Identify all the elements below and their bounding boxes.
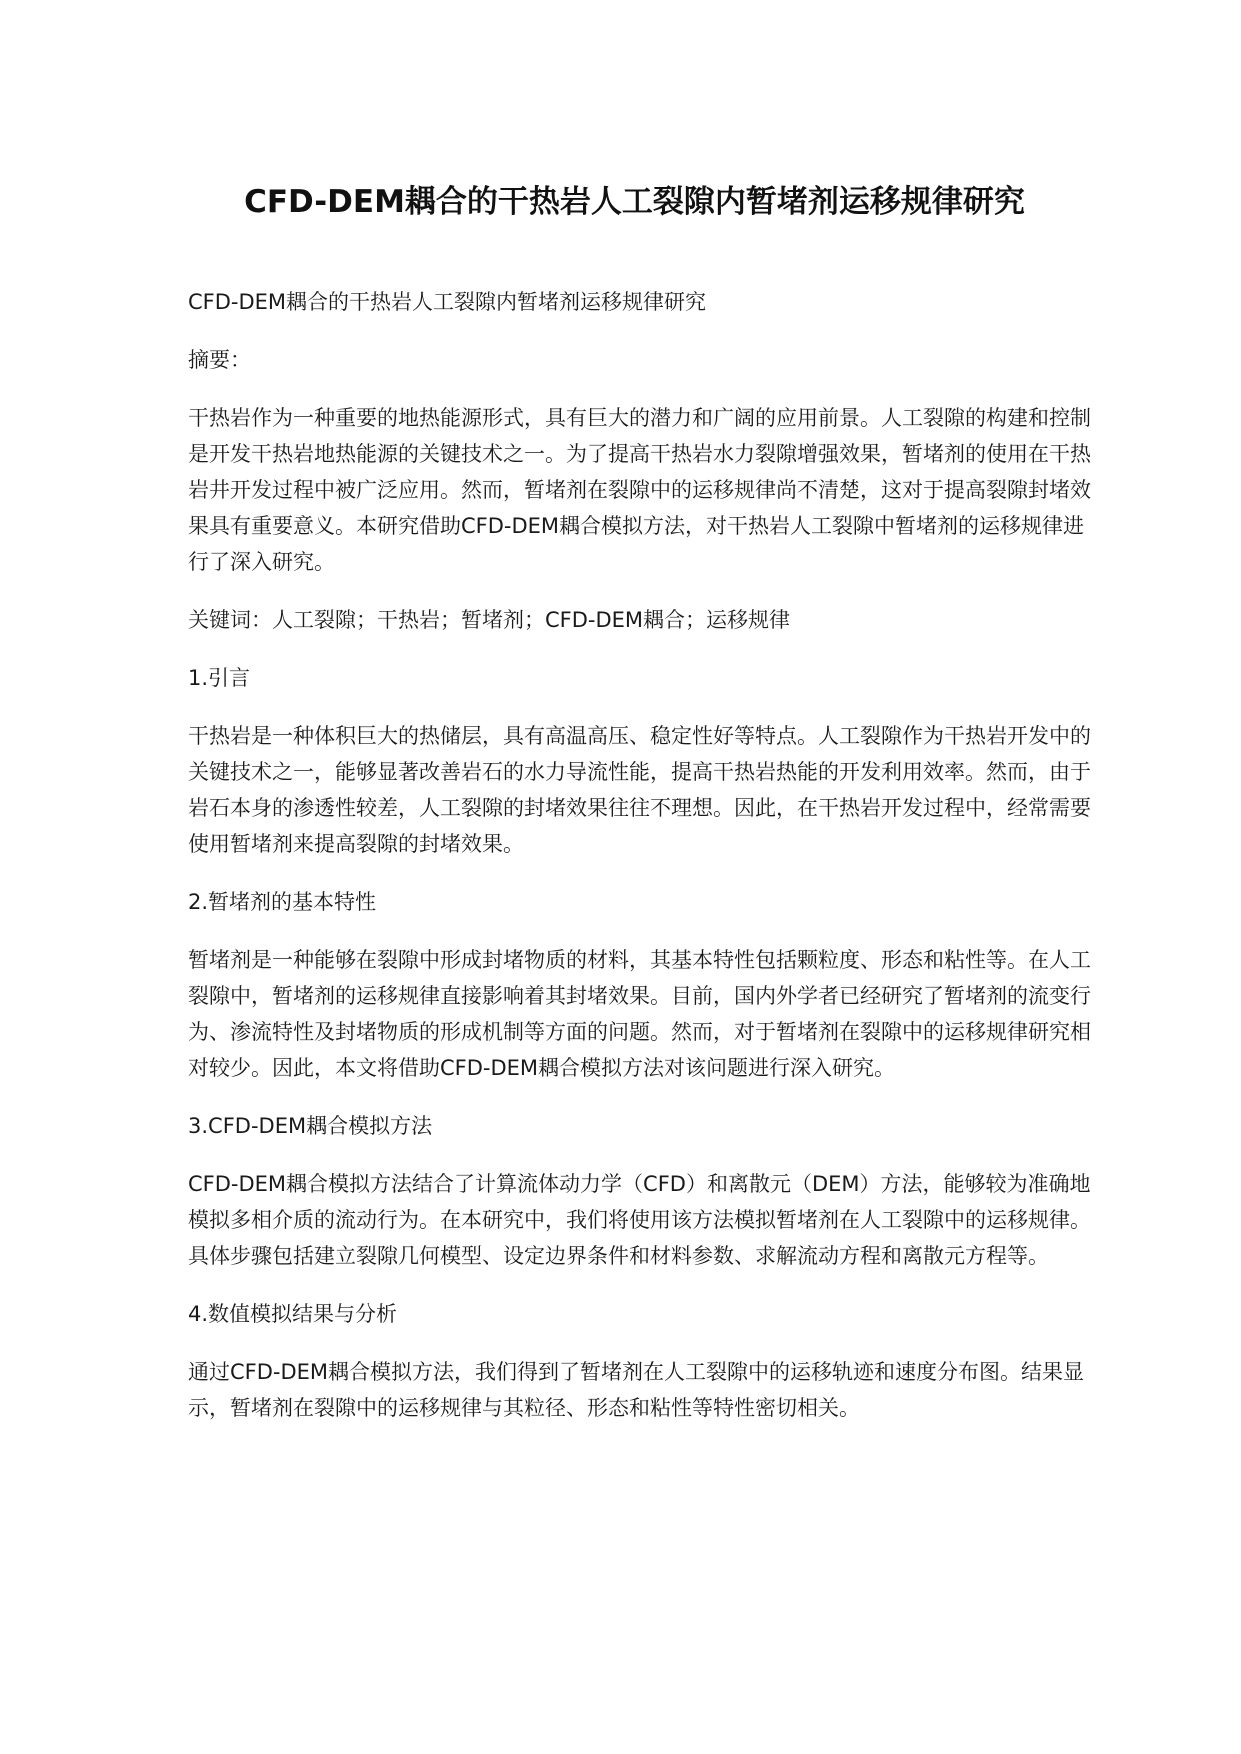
document-subtitle: CFD-DEM耦合的干热岩人工裂隙内暂堵剂运移规律研究 bbox=[188, 290, 707, 314]
section-heading-agent-properties: 2.暂堵剂的基本特性 bbox=[188, 890, 377, 914]
section-heading-introduction: 1.引言 bbox=[188, 666, 251, 690]
section-text-agent-properties: 暂堵剂是一种能够在裂隙中形成封堵物质的材料，其基本特性包括颗粒度、形态和粘性等。在人工裂隙中，暂堵剂的运移规律直接影响着其封堵效果。目前，国内外学者已经研究了暂堵剂的流变行为、渗流特性及封堵物质的形成机制等方面的问题。然而，对于暂堵剂在裂隙中的运移规律研究相对较少。因此，本文将借助CFD-DEM耦合模拟方法对该问题进行深入研究。 bbox=[188, 948, 1091, 1080]
section-text-method: CFD-DEM耦合模拟方法结合了计算流体动力学（CFD）和离散元（DEM）方法，能够较为准确地模拟多相介质的流动行为。在本研究中，我们将使用该方法模拟暂堵剂在人工裂隙中的运移规律。具体步骤包括建立裂隙几何模型、设定边界条件和材料参数、求解流动方程和离散元方程等。 bbox=[188, 1172, 1091, 1268]
document-title: CFD-DEM耦合的干热岩人工裂隙内暂堵剂运移规律研究 bbox=[244, 184, 1025, 220]
section-text-results: 通过CFD-DEM耦合模拟方法，我们得到了暂堵剂在人工裂隙中的运移轨迹和速度分布图。结果显示，暂堵剂在裂隙中的运移规律与其粒径、形态和粘性等特性密切相关。 bbox=[188, 1360, 1085, 1420]
abstract-label: 摘要： bbox=[188, 348, 251, 372]
section-text-introduction: 干热岩是一种体积巨大的热储层，具有高温高压、稳定性好等特点。人工裂隙作为干热岩开发中的关键技术之一，能够显著改善岩石的水力导流性能，提高干热岩热能的开发利用效率。然而，由于岩石本身的渗透性较差，人工裂隙的封堵效果往往不理想。因此，在干热岩开发过程中，经常需要使用暂堵剂来提高裂隙的封堵效果。 bbox=[188, 724, 1091, 856]
abstract-text: 干热岩作为一种重要的地热能源形式，具有巨大的潜力和广阔的应用前景。人工裂隙的构建和控制是开发干热岩地热能源的关键技术之一。为了提高干热岩水力裂隙增强效果，暂堵剂的使用在干热岩井开发过程中被广泛应用。然而，暂堵剂在裂隙中的运移规律尚不清楚，这对于提高裂隙封堵效果具有重要意义。本研究借助CFD-DEM耦合模拟方法，对干热岩人工裂隙中暂堵剂的运移规律进行了深入研究。 bbox=[188, 406, 1091, 574]
section-heading-results: 4.数值模拟结果与分析 bbox=[188, 1302, 398, 1326]
section-heading-method: 3.CFD-DEM耦合模拟方法 bbox=[188, 1114, 433, 1138]
keywords-line: 关键词：人工裂隙；干热岩；暂堵剂；CFD-DEM耦合；运移规律 bbox=[188, 608, 791, 632]
